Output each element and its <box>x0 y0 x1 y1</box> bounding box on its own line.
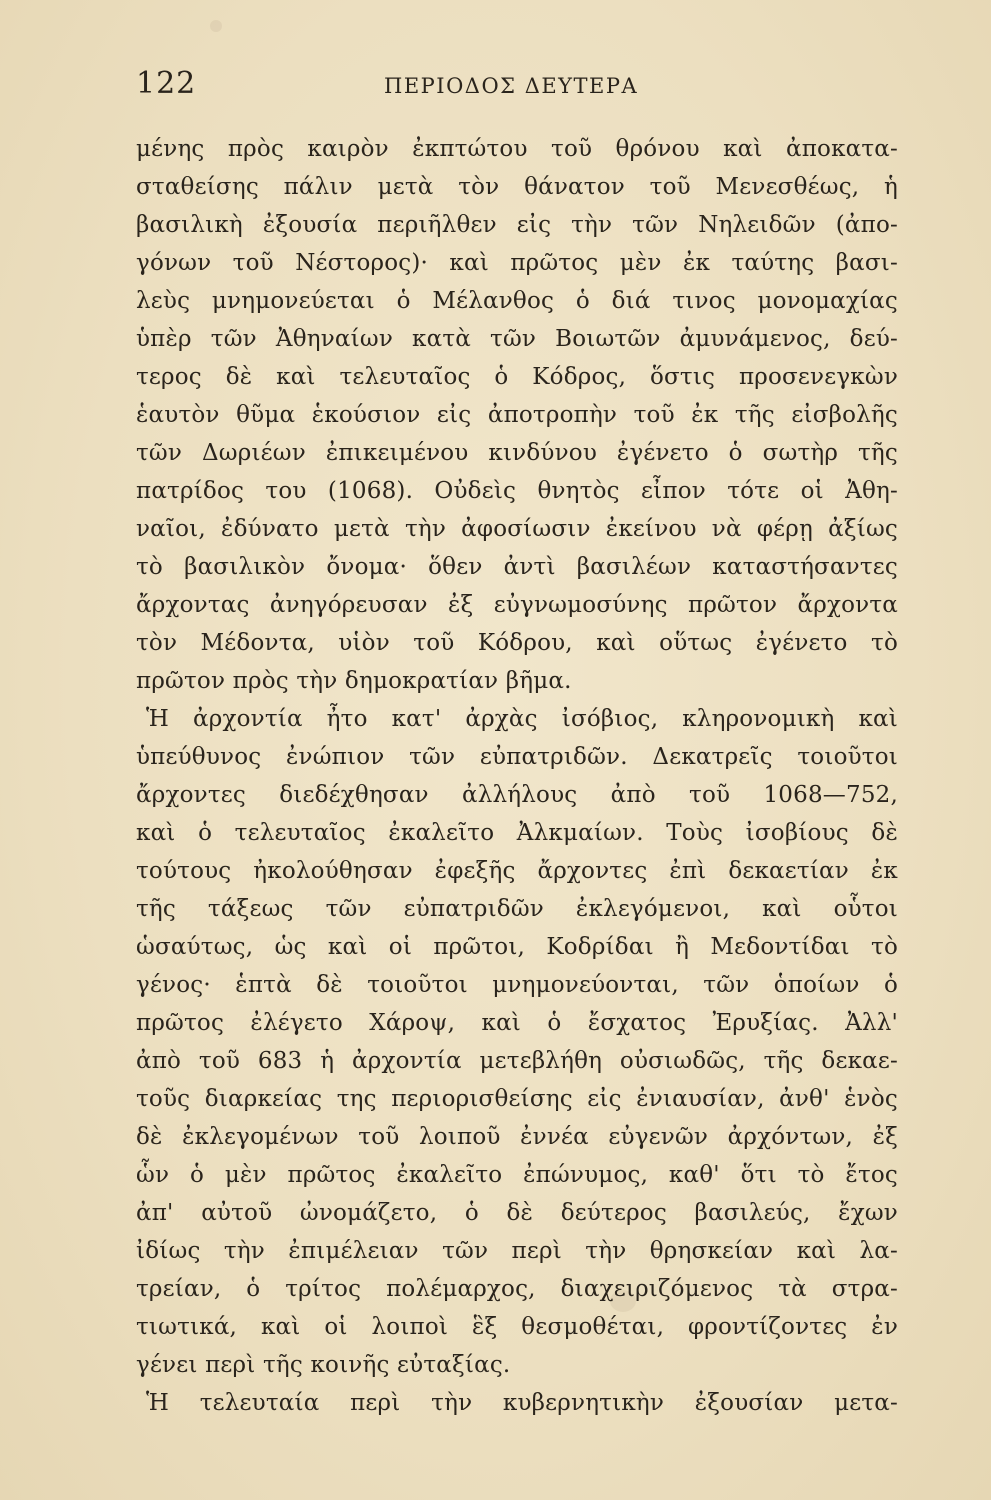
text-line: ναῖοι, ἐδύνατο μετὰ τὴν ἀφοσίωσιν ἐκείνου νὰ φέρῃ ἀξίως <box>136 516 898 542</box>
text-line: ἀπ' αὐτοῦ ὠνομάζετο, ὁ δὲ δεύτερος βασιλεύς, ἔχων <box>136 1200 898 1226</box>
text-line: σταθείσης πάλιν μετὰ τὸν θάνατον τοῦ Μενεσθέως, ἡ <box>136 174 898 200</box>
text-line: πρῶτος ἐλέγετο Χάροψ, καὶ ὁ ἔσχατος Ἐρυξίας. Ἀλλ' <box>136 1010 898 1036</box>
running-title: ΠΕΡΙΟΔΟΣ ΔΕΥΤΕΡΑ <box>384 74 639 98</box>
text-line: ἄρχοντας ἀνηγόρευσαν ἐξ εὐγνωμοσύνης πρῶτον ἄρχοντα <box>136 592 898 618</box>
body-text <box>136 130 898 1422</box>
text-line: ἑαυτὸν θῦμα ἑκούσιον εἰς ἀποτροπὴν τοῦ ἐκ τῆς εἰσβολῆς <box>136 402 898 428</box>
text-line: πρῶτον πρὸς τὴν δημοκρατίαν βῆμα. <box>136 668 572 694</box>
text-line: πατρίδος του (1068). Οὐδεὶς θνητὸς εἶπον τότε οἱ Ἀθη- <box>136 478 898 504</box>
text-line: Ἡ τελευταία περὶ τὴν κυβερνητικὴν ἐξουσίαν μετα- <box>146 1390 898 1416</box>
text-line: γόνων τοῦ Νέστορος)· καὶ πρῶτος μὲν ἐκ ταύτης βασι- <box>136 250 898 276</box>
text-line: ὑπεύθυνος ἐνώπιον τῶν εὐπατριδῶν. Δεκατρεῖς τοιοῦτοι <box>136 744 898 770</box>
text-line: ὧν ὁ μὲν πρῶτος ἐκαλεῖτο ἐπώνυμος, καθ' ὅτι τὸ ἔτος <box>136 1162 898 1188</box>
text-line: τερος δὲ καὶ τελευταῖος ὁ Κόδρος, ὅστις προσενεγκὼν <box>136 364 898 390</box>
text-line: τῆς τάξεως τῶν εὐπατριδῶν ἐκλεγόμενοι, καὶ οὗτοι <box>136 896 898 922</box>
text-line: γένει περὶ τῆς κοινῆς εὐταξίας. <box>136 1352 511 1378</box>
text-line: τὸν Μέδοντα, υἱὸν τοῦ Κόδρου, καὶ οὕτως ἐγένετο τὸ <box>136 630 898 656</box>
paper-stain <box>210 20 222 32</box>
text-line: τοῦς διαρκείας της περιορισθείσης εἰς ἐνιαυσίαν, ἀνθ' ἑνὸς <box>136 1086 898 1112</box>
text-line: τὸ βασιλικὸν ὄνομα· ὅθεν ἀντὶ βασιλέων καταστήσαντες <box>136 554 898 580</box>
text-line: ἰδίως τὴν ἐπιμέλειαν τῶν περὶ τὴν θρησκείαν καὶ λα- <box>136 1238 898 1264</box>
text-line: ὑπὲρ τῶν Ἀθηναίων κατὰ τῶν Βοιωτῶν ἀμυνάμενος, δεύ- <box>136 326 898 352</box>
text-line: λεὺς μνημονεύεται ὁ Μέλανθος ὁ διά τινος μονομαχίας <box>136 288 898 314</box>
text-line: γένος· ἑπτὰ δὲ τοιοῦτοι μνημονεύονται, τῶν ὁποίων ὁ <box>136 972 898 998</box>
text-line: βασιλικὴ ἐξουσία περιῆλθεν εἰς τὴν τῶν Νηλειδῶν (ἀπο- <box>136 212 898 238</box>
text-line: δὲ ἐκλεγομένων τοῦ λοιποῦ ἐννέα εὐγενῶν ἀρχόντων, ἐξ <box>136 1124 898 1150</box>
text-line: ἀπὸ τοῦ 683 ἡ ἀρχοντία μετεβλήθη οὐσιωδῶς, τῆς δεκαε- <box>136 1048 898 1074</box>
text-line: ὡσαύτως, ὡς καὶ οἱ πρῶτοι, Κοδρίδαι ἢ Μεδοντίδαι τὸ <box>136 934 898 960</box>
text-line: καὶ ὁ τελευταῖος ἐκαλεῖτο Ἀλκμαίων. Τοὺς ἰσοβίους δὲ <box>136 820 898 846</box>
text-line: μένης πρὸς καιρὸν ἐκπτώτου τοῦ θρόνου καὶ ἀποκατα- <box>136 136 898 162</box>
text-line: Ἡ ἀρχοντία ἦτο κατ' ἀρχὰς ἰσόβιος, κληρονομικὴ καὶ <box>146 706 898 732</box>
text-line: τιωτικά, καὶ οἱ λοιποὶ ἓξ θεσμοθέται, φροντίζοντες ἐν <box>136 1314 898 1340</box>
text-line: τρείαν, ὁ τρίτος πολέμαρχος, διαχειριζόμενος τὰ στρα- <box>136 1276 898 1302</box>
text-line: τούτους ἠκολούθησαν ἐφεξῆς ἄρχοντες ἐπὶ δεκαετίαν ἐκ <box>136 858 898 884</box>
page-number: 122 <box>136 66 197 101</box>
text-line: τῶν Δωριέων ἐπικειμένου κινδύνου ἐγένετο ὁ σωτὴρ τῆς <box>136 440 898 466</box>
page-header <box>136 66 896 116</box>
text-line: ἄρχοντες διεδέχθησαν ἀλλήλους ἀπὸ τοῦ 1068—752, <box>136 782 898 808</box>
